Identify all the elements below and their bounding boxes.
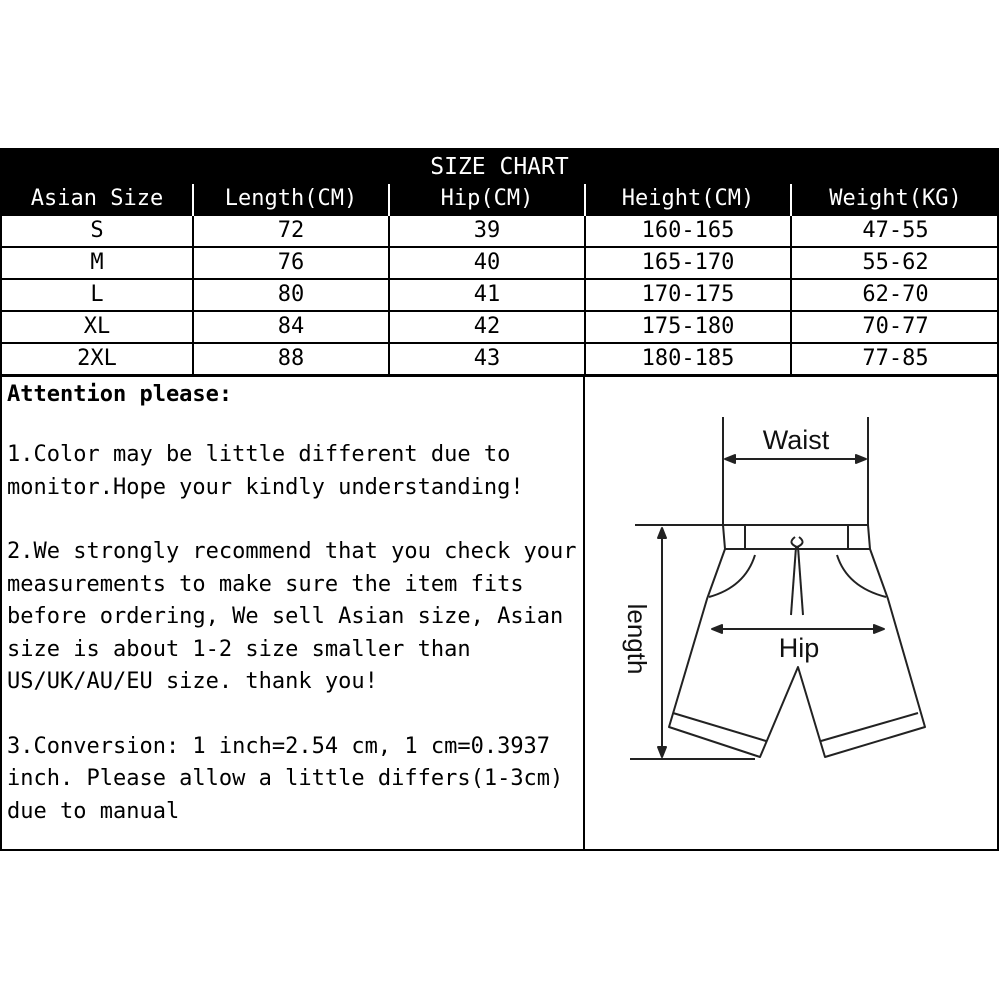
cell-weight: 62-70 <box>791 279 999 311</box>
cell-hip: 40 <box>389 247 585 279</box>
cell-height: 180-185 <box>585 343 791 375</box>
table-row <box>2 343 999 375</box>
table-row <box>2 311 999 343</box>
length-label: length <box>622 603 652 675</box>
cell-hip: 42 <box>389 311 585 343</box>
cell-size: S <box>2 215 193 247</box>
cell-weight: 55-62 <box>791 247 999 279</box>
chart-title: SIZE CHART <box>2 150 997 184</box>
cell-height: 160-165 <box>585 215 791 247</box>
cell-weight: 70-77 <box>791 311 999 343</box>
column-header-length: Length(CM) <box>193 184 389 215</box>
cell-size: L <box>2 279 193 311</box>
cell-length: 84 <box>193 311 389 343</box>
cell-height: 170-175 <box>585 279 791 311</box>
shorts-outline-icon <box>585 377 997 851</box>
column-header-hip: Hip(CM) <box>389 184 585 215</box>
cell-hip: 41 <box>389 279 585 311</box>
cell-height: 175-180 <box>585 311 791 343</box>
cell-length: 76 <box>193 247 389 279</box>
cell-length: 80 <box>193 279 389 311</box>
cell-weight: 77-85 <box>791 343 999 375</box>
cell-hip: 43 <box>389 343 585 375</box>
column-header-asian-size: Asian Size <box>2 184 193 215</box>
table-row <box>2 215 999 247</box>
notes-heading: Attention please: <box>7 382 233 407</box>
cell-height: 165-170 <box>585 247 791 279</box>
attention-notes <box>2 377 585 851</box>
table-row <box>2 247 999 279</box>
waist-label: Waist <box>762 425 830 455</box>
table-header-row <box>2 184 999 215</box>
note-item-1: 1.Color may be little different due to monitor.Hope your kindly understanding! <box>7 442 524 500</box>
cell-size: M <box>2 247 193 279</box>
cell-hip: 39 <box>389 215 585 247</box>
measurement-diagram <box>585 377 997 851</box>
note-item-2: 2.We strongly recommend that you check your measurements to make sure the item fits before ordering, We sell Asian size, Asian size is about 1-2 size smaller than US/UK/AU/EU size. thank you! <box>7 539 577 694</box>
note-item-3: 3.Conversion: 1 inch=2.54 cm, 1 cm=0.3937 inch. Please allow a little differs(1-3cm) due to manual <box>7 733 564 824</box>
size-table <box>2 184 999 376</box>
cell-length: 88 <box>193 343 389 375</box>
cell-size: XL <box>2 311 193 343</box>
lower-section <box>2 375 997 851</box>
cell-weight: 47-55 <box>791 215 999 247</box>
table-row <box>2 279 999 311</box>
cell-size: 2XL <box>2 343 193 375</box>
size-chart <box>0 148 999 851</box>
cell-length: 72 <box>193 215 389 247</box>
hip-label: Hip <box>778 633 820 663</box>
column-header-height: Height(CM) <box>585 184 791 215</box>
column-header-weight: Weight(KG) <box>791 184 999 215</box>
